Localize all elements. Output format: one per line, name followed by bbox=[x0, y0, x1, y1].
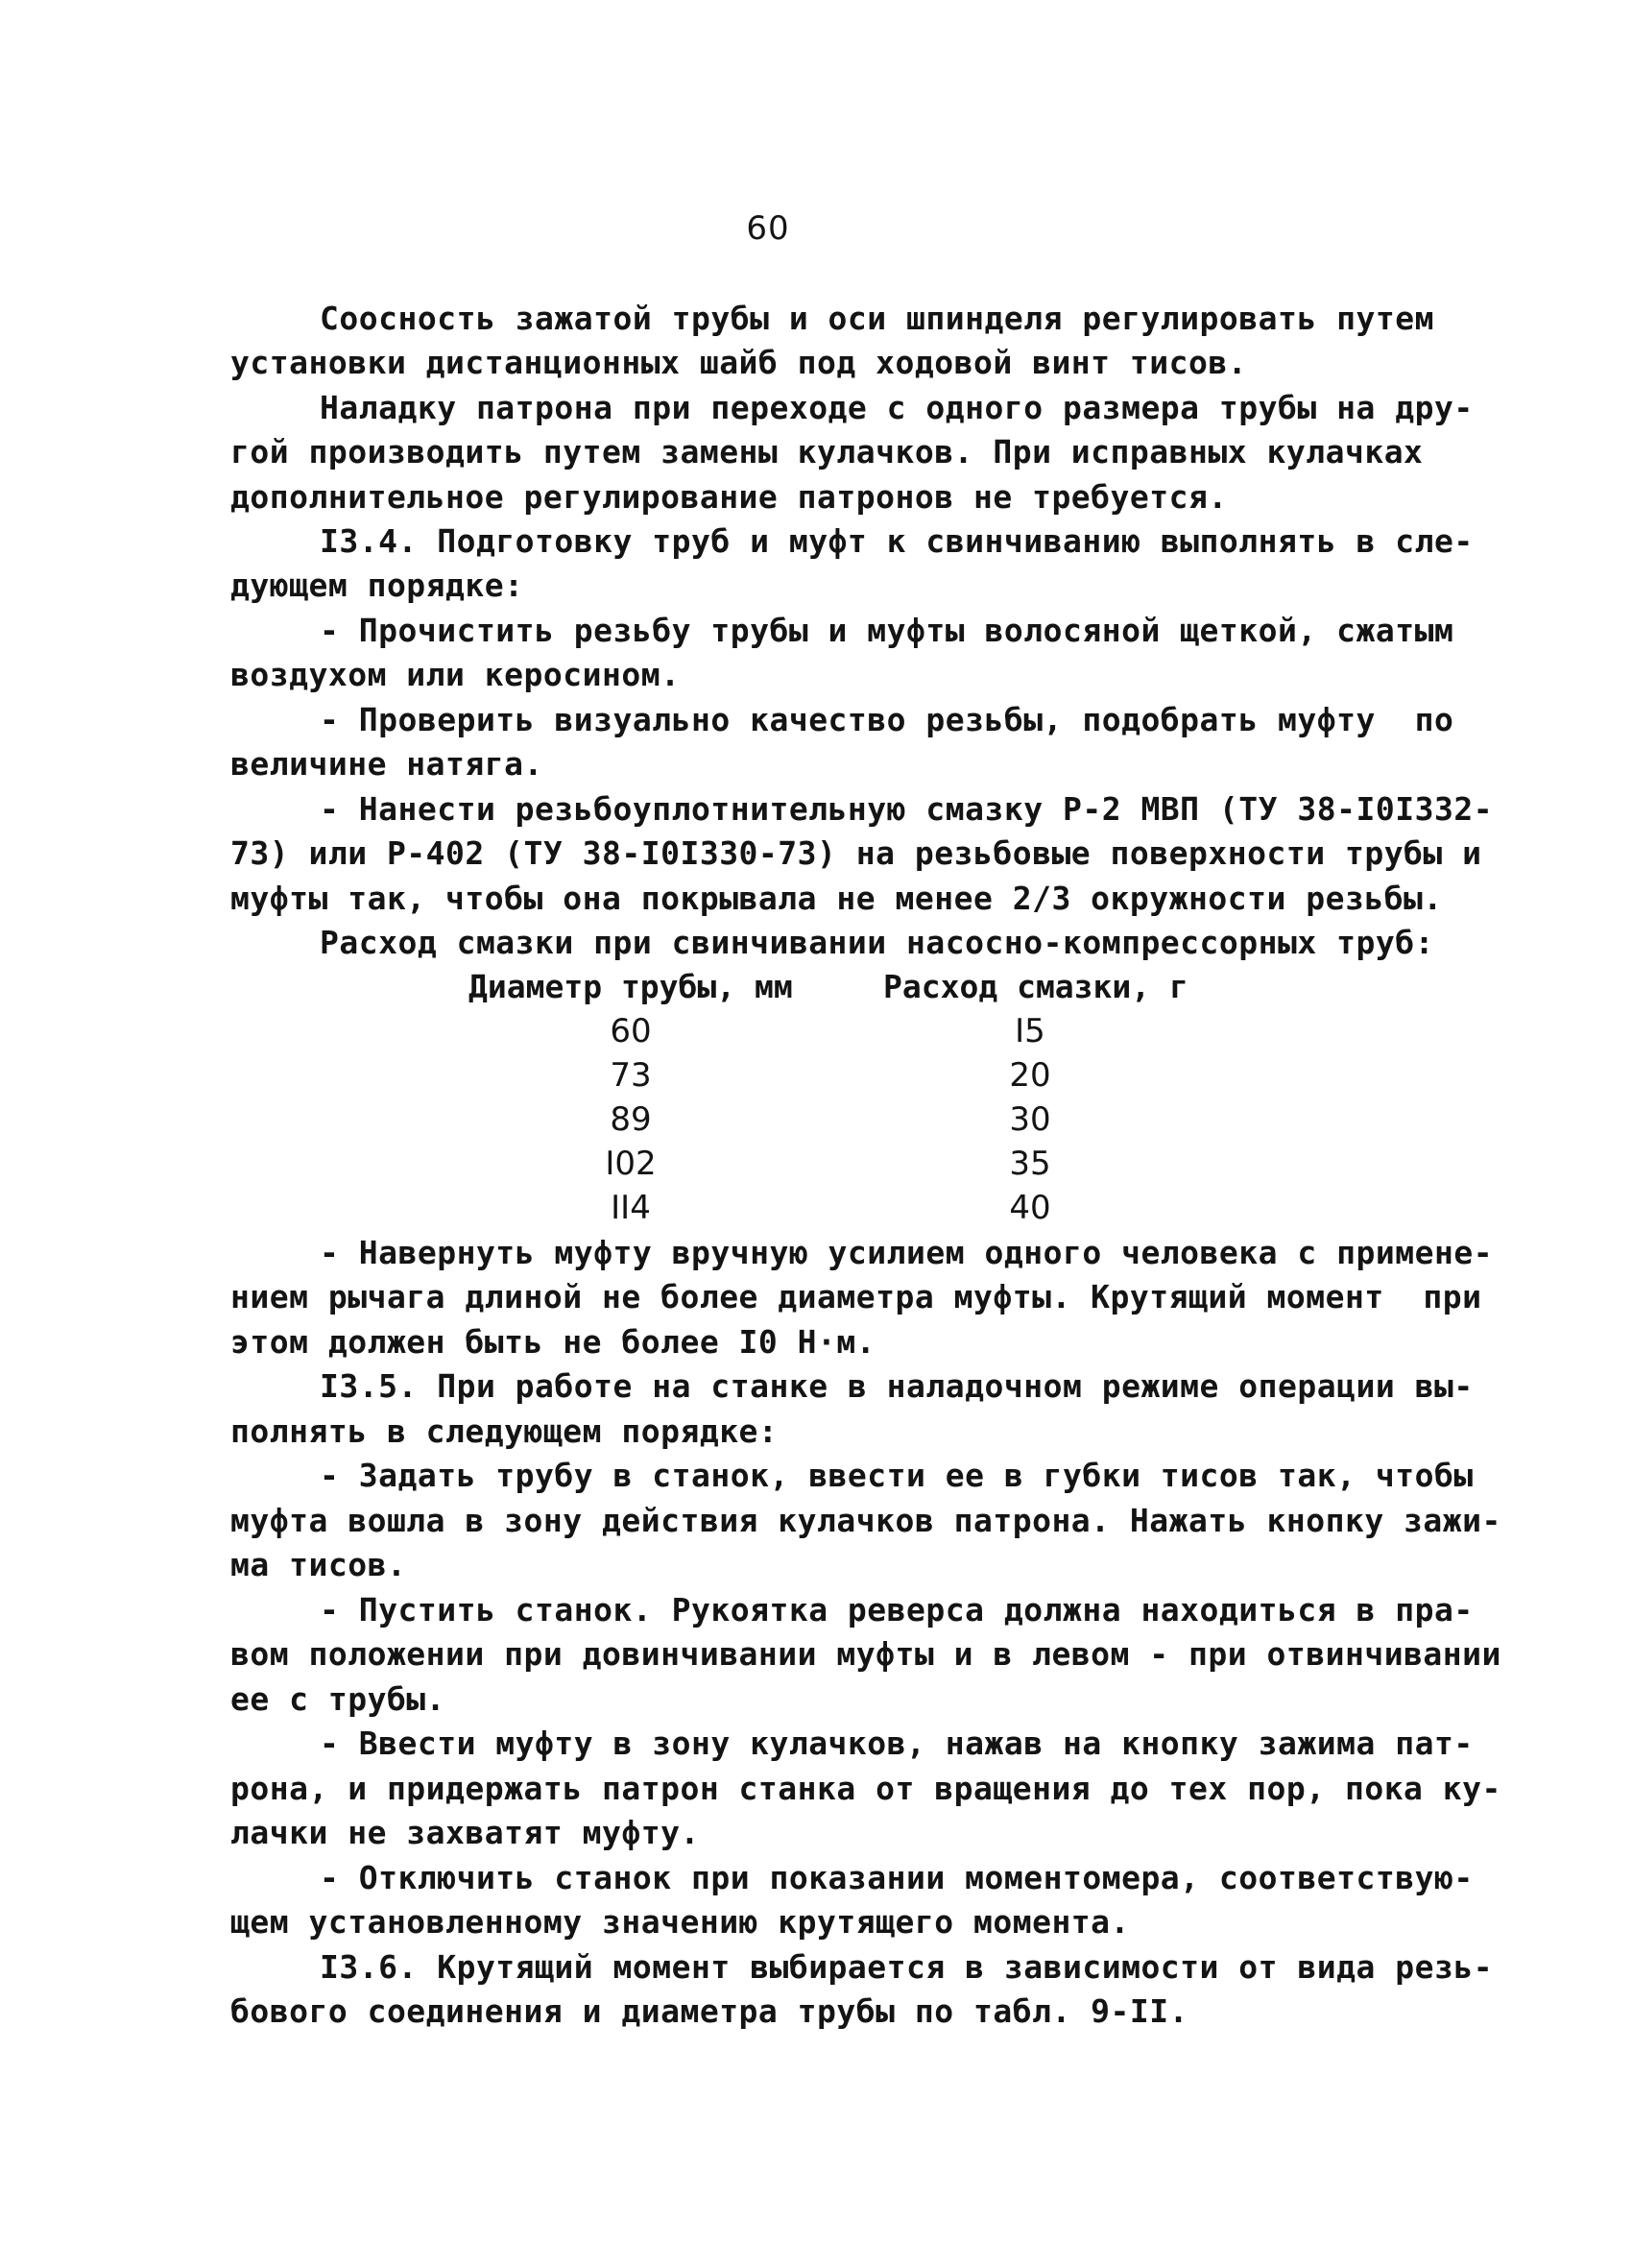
text-line: I3.4. Подготовку труб и муфт к свинчиванию выполнять в сле- bbox=[320, 522, 1474, 560]
table-header-consumption: Расход смазки, г bbox=[883, 968, 1188, 1005]
text-line: - Ввести муфту в зону кулачков, нажав на кнопку зажима пат- bbox=[320, 1725, 1474, 1762]
table-cell-diameter: II4 bbox=[611, 1189, 651, 1227]
text-line: I3.6. Крутящий момент выбирается в зависимости от вида резь- bbox=[320, 1948, 1494, 1986]
text-line: полнять в следующем порядке: bbox=[230, 1412, 779, 1450]
text-line: - Прочистить резьбу трубы и муфты волосяной щеткой, сжатым bbox=[320, 612, 1454, 649]
text-line: лачки не захватят муфту. bbox=[230, 1814, 700, 1851]
text-line: щем установленному значению крутящего момента. bbox=[230, 1903, 1130, 1941]
text-line: - Пустить станок. Рукоятка реверса должна находиться в пра- bbox=[320, 1591, 1474, 1629]
table-cell-consumption: I5 bbox=[1015, 1012, 1045, 1050]
text-line: Расход смазки при свинчивании насосно-компрессорных труб: bbox=[320, 924, 1434, 961]
table-cell-consumption: 40 bbox=[1009, 1189, 1051, 1227]
text-line: Наладку патрона при переходе с одного размера трубы на дру- bbox=[320, 389, 1474, 426]
text-line: рона, и придержать патрон станка от вращения до тех пор, пока ку- bbox=[230, 1770, 1501, 1807]
text-line: Соосность зажатой трубы и оси шпинделя регулировать путем bbox=[320, 300, 1434, 337]
table-cell-diameter: 73 bbox=[610, 1056, 652, 1095]
text-line: ее с трубы. bbox=[230, 1680, 446, 1718]
text-line: - Отключить станок при показании моментомера, соответствую- bbox=[320, 1859, 1474, 1896]
text-line: нием рычага длиной не более диаметра муфты. Крутящий момент при bbox=[230, 1278, 1482, 1315]
table-header-diameter: Диаметр трубы, мм bbox=[468, 968, 793, 1005]
table-cell-consumption: 35 bbox=[1009, 1145, 1051, 1183]
text-line: - Навернуть муфту вручную усилием одного человека с примене- bbox=[320, 1234, 1494, 1271]
table-cell-consumption: 30 bbox=[1009, 1100, 1051, 1139]
text-line: - Нанести резьбоуплотнительную смазку Р-2 МВП (ТУ 38-I0I332- bbox=[320, 790, 1494, 828]
text-line: этом должен быть не более I0 Н·м. bbox=[230, 1323, 876, 1361]
table-cell-consumption: 20 bbox=[1009, 1056, 1051, 1095]
text-line: дополнительное регулирование патронов не требуется. bbox=[230, 478, 1228, 516]
text-line: - Проверить визуально качество резьбы, подобрать муфту по bbox=[320, 701, 1454, 738]
text-line: I3.5. При работе на станке в наладочном режиме операции вы- bbox=[320, 1367, 1474, 1405]
page-number: 60 bbox=[746, 209, 790, 248]
text-line: гой производить путем замены кулачков. При исправных кулачках bbox=[230, 433, 1424, 470]
text-line: ма тисов. bbox=[230, 1546, 407, 1583]
text-line: муфты так, чтобы она покрывала не менее 2/3 окружности резьбы. bbox=[230, 880, 1443, 917]
text-line: установки дистанционных шайб под ходовой винт тисов. bbox=[230, 344, 1248, 381]
text-line: муфта вошла в зону действия кулачков патрона. Нажать кнопку зажи- bbox=[230, 1502, 1501, 1539]
text-line: 73) или Р-402 (ТУ 38-I0I330-73) на резьбовые поверхности трубы и bbox=[230, 834, 1482, 872]
text-line: вом положении при довинчивании муфты и в левом - при отвинчивании bbox=[230, 1635, 1501, 1673]
table-cell-diameter: I02 bbox=[605, 1145, 657, 1183]
text-line: воздухом или керосином. bbox=[230, 656, 681, 693]
text-line: бового соединения и диаметра трубы по табл. 9-II. bbox=[230, 1992, 1189, 2030]
table-cell-diameter: 60 bbox=[610, 1012, 652, 1050]
text-line: величине натяга. bbox=[230, 745, 543, 783]
table-cell-diameter: 89 bbox=[610, 1100, 652, 1139]
text-line: дующем порядке: bbox=[230, 567, 524, 604]
text-line: - Задать трубу в станок, ввести ее в губки тисов так, чтобы bbox=[320, 1457, 1474, 1494]
